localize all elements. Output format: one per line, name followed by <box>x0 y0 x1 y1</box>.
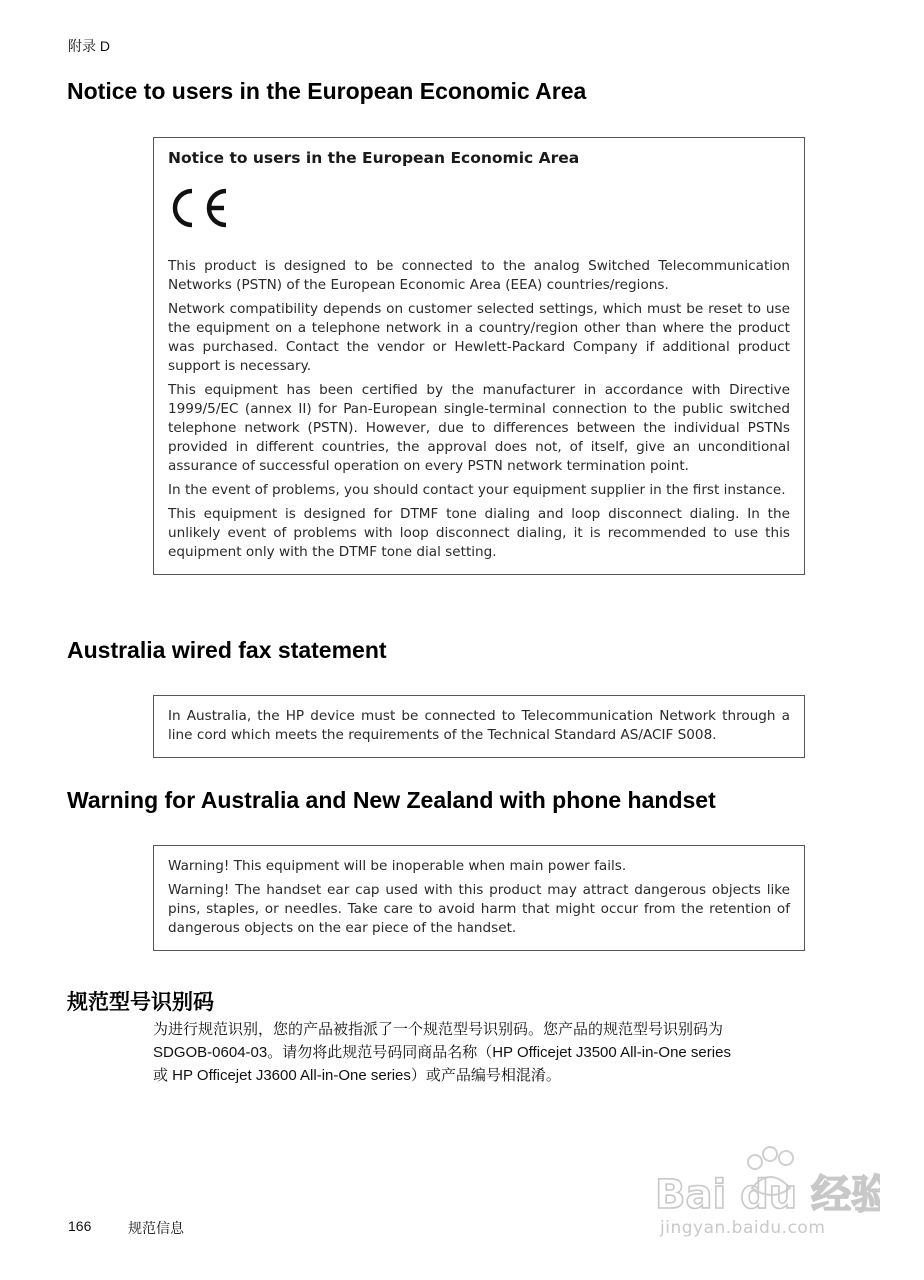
anz-warning-paragraph: Warning! This equipment will be inoperable when main power fails. <box>168 858 627 874</box>
anz-warning-paragraph: Warning! The handset ear cap used with this product may attract dangerous objects like pins, staples, or needles. Take care to avoid harm that might occur from the retention of dangerous objects on the ear piece of the handset. <box>168 882 790 936</box>
heading-regulatory-id: 规范型号识别码 <box>67 991 214 1014</box>
eea-paragraph: This equipment is designed for DTMF tone dialing and loop disconnect dialing. In the unlikely event of problems with loop disconnect dialing, it is recommended to use this equipment only with the DTMF tone dial setting. <box>168 506 790 560</box>
australia-fax-box <box>153 695 805 758</box>
eea-paragraph: Network compatibility depends on customer selected settings, which must be reset to use the equipment on a telephone network in a country/region other than where the product was purchased. Contact the vendor or Hewlett-Packard Company if additional product support is necessary. <box>168 301 790 374</box>
regulatory-id-line: 为进行规范识别，您的产品被指派了一个规范型号识别码。您产品的规范型号识别码为 <box>153 1021 724 1038</box>
regulatory-id-line: 或 HP Officejet J3600 All-in-One series）或产品编号相混淆。 <box>153 1067 561 1084</box>
eea-paragraph: In the event of problems, you should contact your equipment supplier in the first instance. <box>168 482 786 498</box>
australia-fax-paragraph: In Australia, the HP device must be connected to Telecommunication Network through a line cord which meets the requirements of the Technical Standard AS/ACIF S008. <box>168 708 790 743</box>
heading-eea-notice: Notice to users in the European Economic Area <box>67 78 587 104</box>
regulatory-id-line: SDGOB-0604-03。请勿将此规范号码同商品名称（HP Officejet J3500 All-in-One series <box>153 1044 731 1061</box>
page-number: 166 <box>68 1218 92 1234</box>
ce-mark-icon <box>168 186 232 230</box>
heading-anz-warning: Warning for Australia and New Zealand with phone handset <box>67 787 716 813</box>
running-head: 附录 D <box>68 38 110 54</box>
footer-section-name: 规范信息 <box>128 1220 184 1236</box>
watermark-brand: Bai du 经验 <box>655 1172 880 1218</box>
anz-warning-box <box>153 845 805 951</box>
watermark-url: jingyan.baidu.com <box>660 1218 826 1238</box>
eea-box-title: Notice to users in the European Economic Area <box>168 149 580 167</box>
regulatory-id-body <box>153 1018 853 1087</box>
eea-paragraph: This product is designed to be connected to the analog Switched Telecommunication Networks (PSTN) of the European Economic Area (EEA) countries/regions. <box>168 258 790 293</box>
eea-paragraph: This equipment has been certified by the manufacturer in accordance with Directive 1999/5/EC (annex II) for Pan-European single-terminal connection to the public switched telephone network (PSTN). However, due to differences between the individual PSTNs provided in different countries, the approval does not, of itself, give an unconditional assurance of successful operation on every PSTN network termination point. <box>168 382 790 474</box>
eea-notice-box <box>153 137 805 575</box>
heading-australia-fax: Australia wired fax statement <box>67 637 387 663</box>
